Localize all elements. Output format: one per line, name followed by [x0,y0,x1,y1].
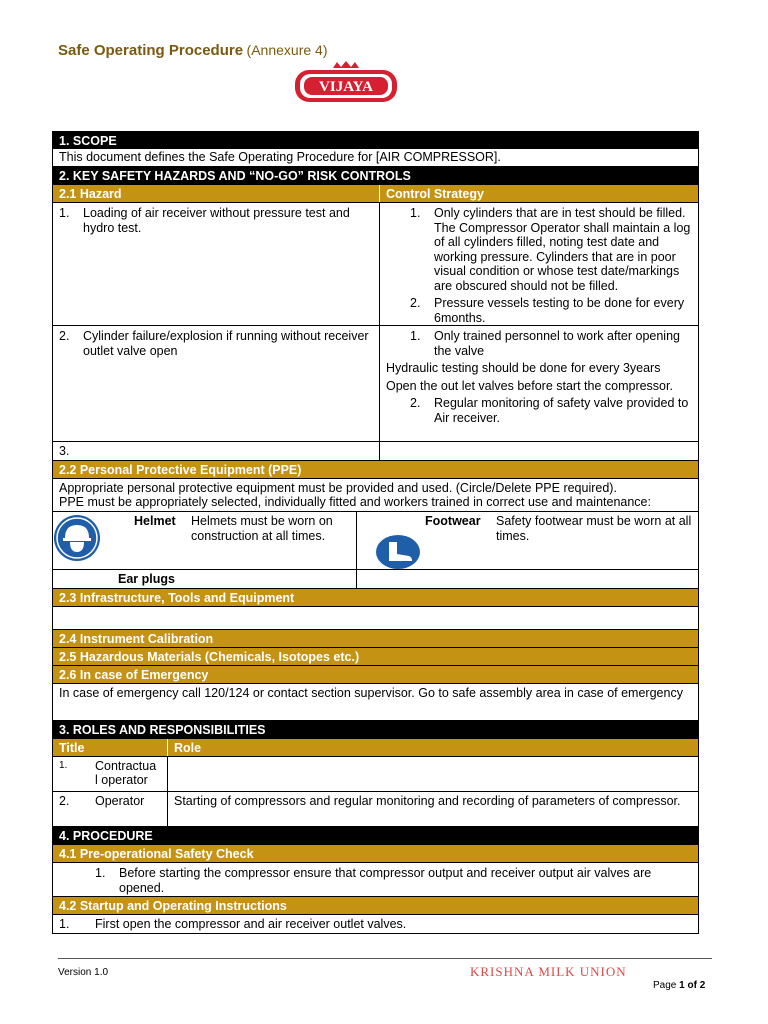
roles-title-label: Title [53,739,168,756]
hazmat-heading: 2.5 Hazardous Materials (Chemicals, Isotopes etc.) [52,648,699,666]
role-text: Starting of compressors and regular monitoring and recording of parameters of compressor. [174,794,681,808]
roles-role-label: Role [174,741,202,755]
control-num: 2. [410,396,421,410]
infrastructure-content [52,607,699,630]
hazard-num: 1. [59,206,70,220]
helmet-label: Helmet [134,514,176,528]
ppe-heading: 2.2 Personal Protective Equipment (PPE) [52,461,699,479]
page-current: 1 [679,980,685,991]
control-num: 1. [410,206,421,220]
pre-operational-heading: 4.1 Pre-operational Safety Check [52,845,699,863]
vijaya-logo [293,60,399,104]
control-plain-1: Hydraulic testing should be done for every 3years [386,361,661,375]
ppe-line-1: Appropriate personal protective equipment must be provided and used. (Circle/Delete PPE required). [59,481,617,495]
helmet-text: Helmets must be worn on construction at all times. [191,514,333,543]
footwear-label: Footwear [425,514,481,528]
startup-heading: 4.2 Startup and Operating Instructions [52,897,699,915]
scope-heading: 1. SCOPE [52,131,699,149]
role-title: Contractua l operator [95,759,157,787]
svg-text:VIJAYA: VIJAYA [319,79,373,95]
page-number [653,980,705,991]
hazard-header-row [52,185,699,203]
role-row [52,757,699,792]
hazard-label: 2.1 Hazard [53,185,380,202]
ppe-row [52,512,699,570]
control-num: 2. [410,296,421,310]
scope-text: This document defines the Safe Operating Procedure for [AIR COMPRESSOR]. [52,149,699,167]
earplugs-label: Ear plugs [53,570,357,588]
control-text: Pressure vessels testing to be done for every 6months. [434,296,685,325]
hazard-row-1 [52,203,699,326]
role-title: Operator [95,794,145,808]
footwear-cell [357,512,698,569]
roles-heading: 3. ROLES AND RESPONSIBILITIES [52,721,699,739]
document-header [58,42,327,59]
procedure-heading: 4. PROCEDURE [52,827,699,845]
helmet-cell [53,512,357,569]
startup-item [52,915,699,934]
hazard-row-2 [52,326,699,442]
footer-rule [58,958,712,959]
footwear-text: Safety footwear must be worn at all times. [496,514,692,543]
helmet-icon [53,514,101,562]
earplugs-row [52,570,699,589]
footwear-icon [375,534,421,570]
key-safety-heading: 2. KEY SAFETY HAZARDS AND “NO-GO” RISK CONTROLS [52,167,699,185]
step-num: 1. [95,866,106,880]
hazard-num: 3. [53,442,380,460]
step-text: Before starting the compressor ensure that compressor output and receiver output air valves are opened. [119,866,652,895]
sop-table [52,131,699,934]
roles-header-row [52,739,699,757]
organization-name: KRISHNA MILK UNION [470,964,627,979]
page-label: Page [653,980,677,991]
role-num: 2. [59,794,70,808]
hazard-text: Cylinder failure/explosion if running without receiver outlet valve open [83,329,369,358]
control-text: Only cylinders that are in test should be filled. The Compressor Operator shall maintain a log of all cylinders filled, noting test date and working pressure. Cylinders that are in poor visual condition or whose test date/markings are obscured should not be filled. [434,206,691,293]
emergency-text: In case of emergency call 120/124 or contact section supervisor. Go to safe assembly area in case of emergency [52,684,699,721]
calibration-heading: 2.4 Instrument Calibration [52,630,699,648]
emergency-heading: 2.6 In case of Emergency [52,666,699,684]
control-strategy-label: Control Strategy [386,187,484,201]
control-plain-2: Open the out let valves before start the compressor. [386,378,673,393]
hazard-num: 2. [59,329,70,343]
annexure-label: (Annexure 4) [246,42,328,58]
ppe-instructions [52,479,699,512]
role-row [52,792,699,827]
hazard-row-3 [52,442,699,461]
hazard-text: Loading of air receiver without pressure test and hydro test. [83,206,350,235]
control-num: 1. [410,329,421,343]
role-num: 1. [59,760,68,771]
ppe-line-2: PPE must be appropriately selected, individually fitted and workers trained in correct use and maintenance: [59,495,651,509]
role-text [168,757,698,791]
document-title: Safe Operating Procedure [58,42,244,59]
pre-operational-item [52,863,699,897]
page-total: of 2 [687,980,706,991]
version-label: Version 1.0 [58,967,109,978]
control-text: Only trained personnel to work after opening the valve [434,329,680,358]
step-text: First open the compressor and air receiver outlet valves. [95,917,407,931]
control-text: Regular monitoring of safety valve provided to Air receiver. [434,396,689,425]
step-num: 1. [59,917,70,931]
infrastructure-heading: 2.3 Infrastructure, Tools and Equipment [52,589,699,607]
